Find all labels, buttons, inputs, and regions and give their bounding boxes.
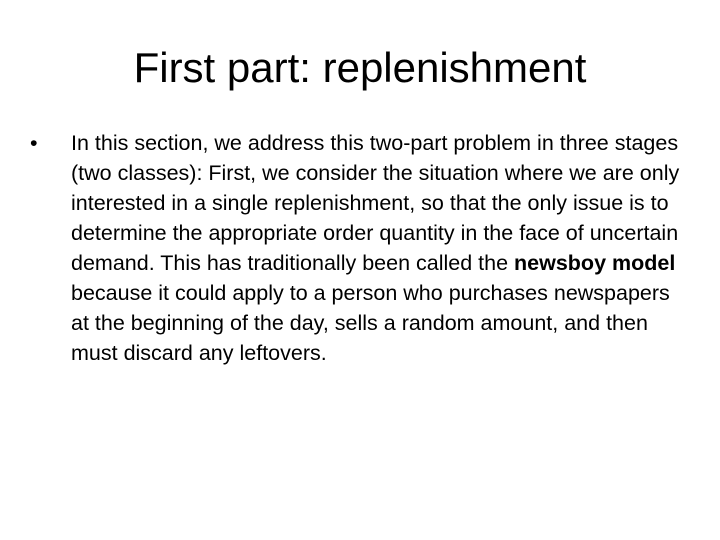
bullet-text-before: In this section, we address this two‑part problem in three stages (two classes): First, we consider the situation where we are only interested in a single replenishment, so that the only issue is to determine the appropriate order quantity in the face of uncertain demand. This has traditionally been called the: [71, 131, 680, 275]
slide-title: First part: replenishment: [133, 44, 587, 91]
bullet-item: [30, 128, 680, 368]
bullet-list: [30, 128, 680, 368]
bold-term-newsboy-model: newsboy model: [514, 251, 676, 275]
bullet-icon: •: [30, 131, 38, 155]
bullet-text-after: because it could apply to a person who purchases newspapers at the beginning of the day, sells a random amount, and then must discard any leftovers.: [71, 281, 670, 365]
